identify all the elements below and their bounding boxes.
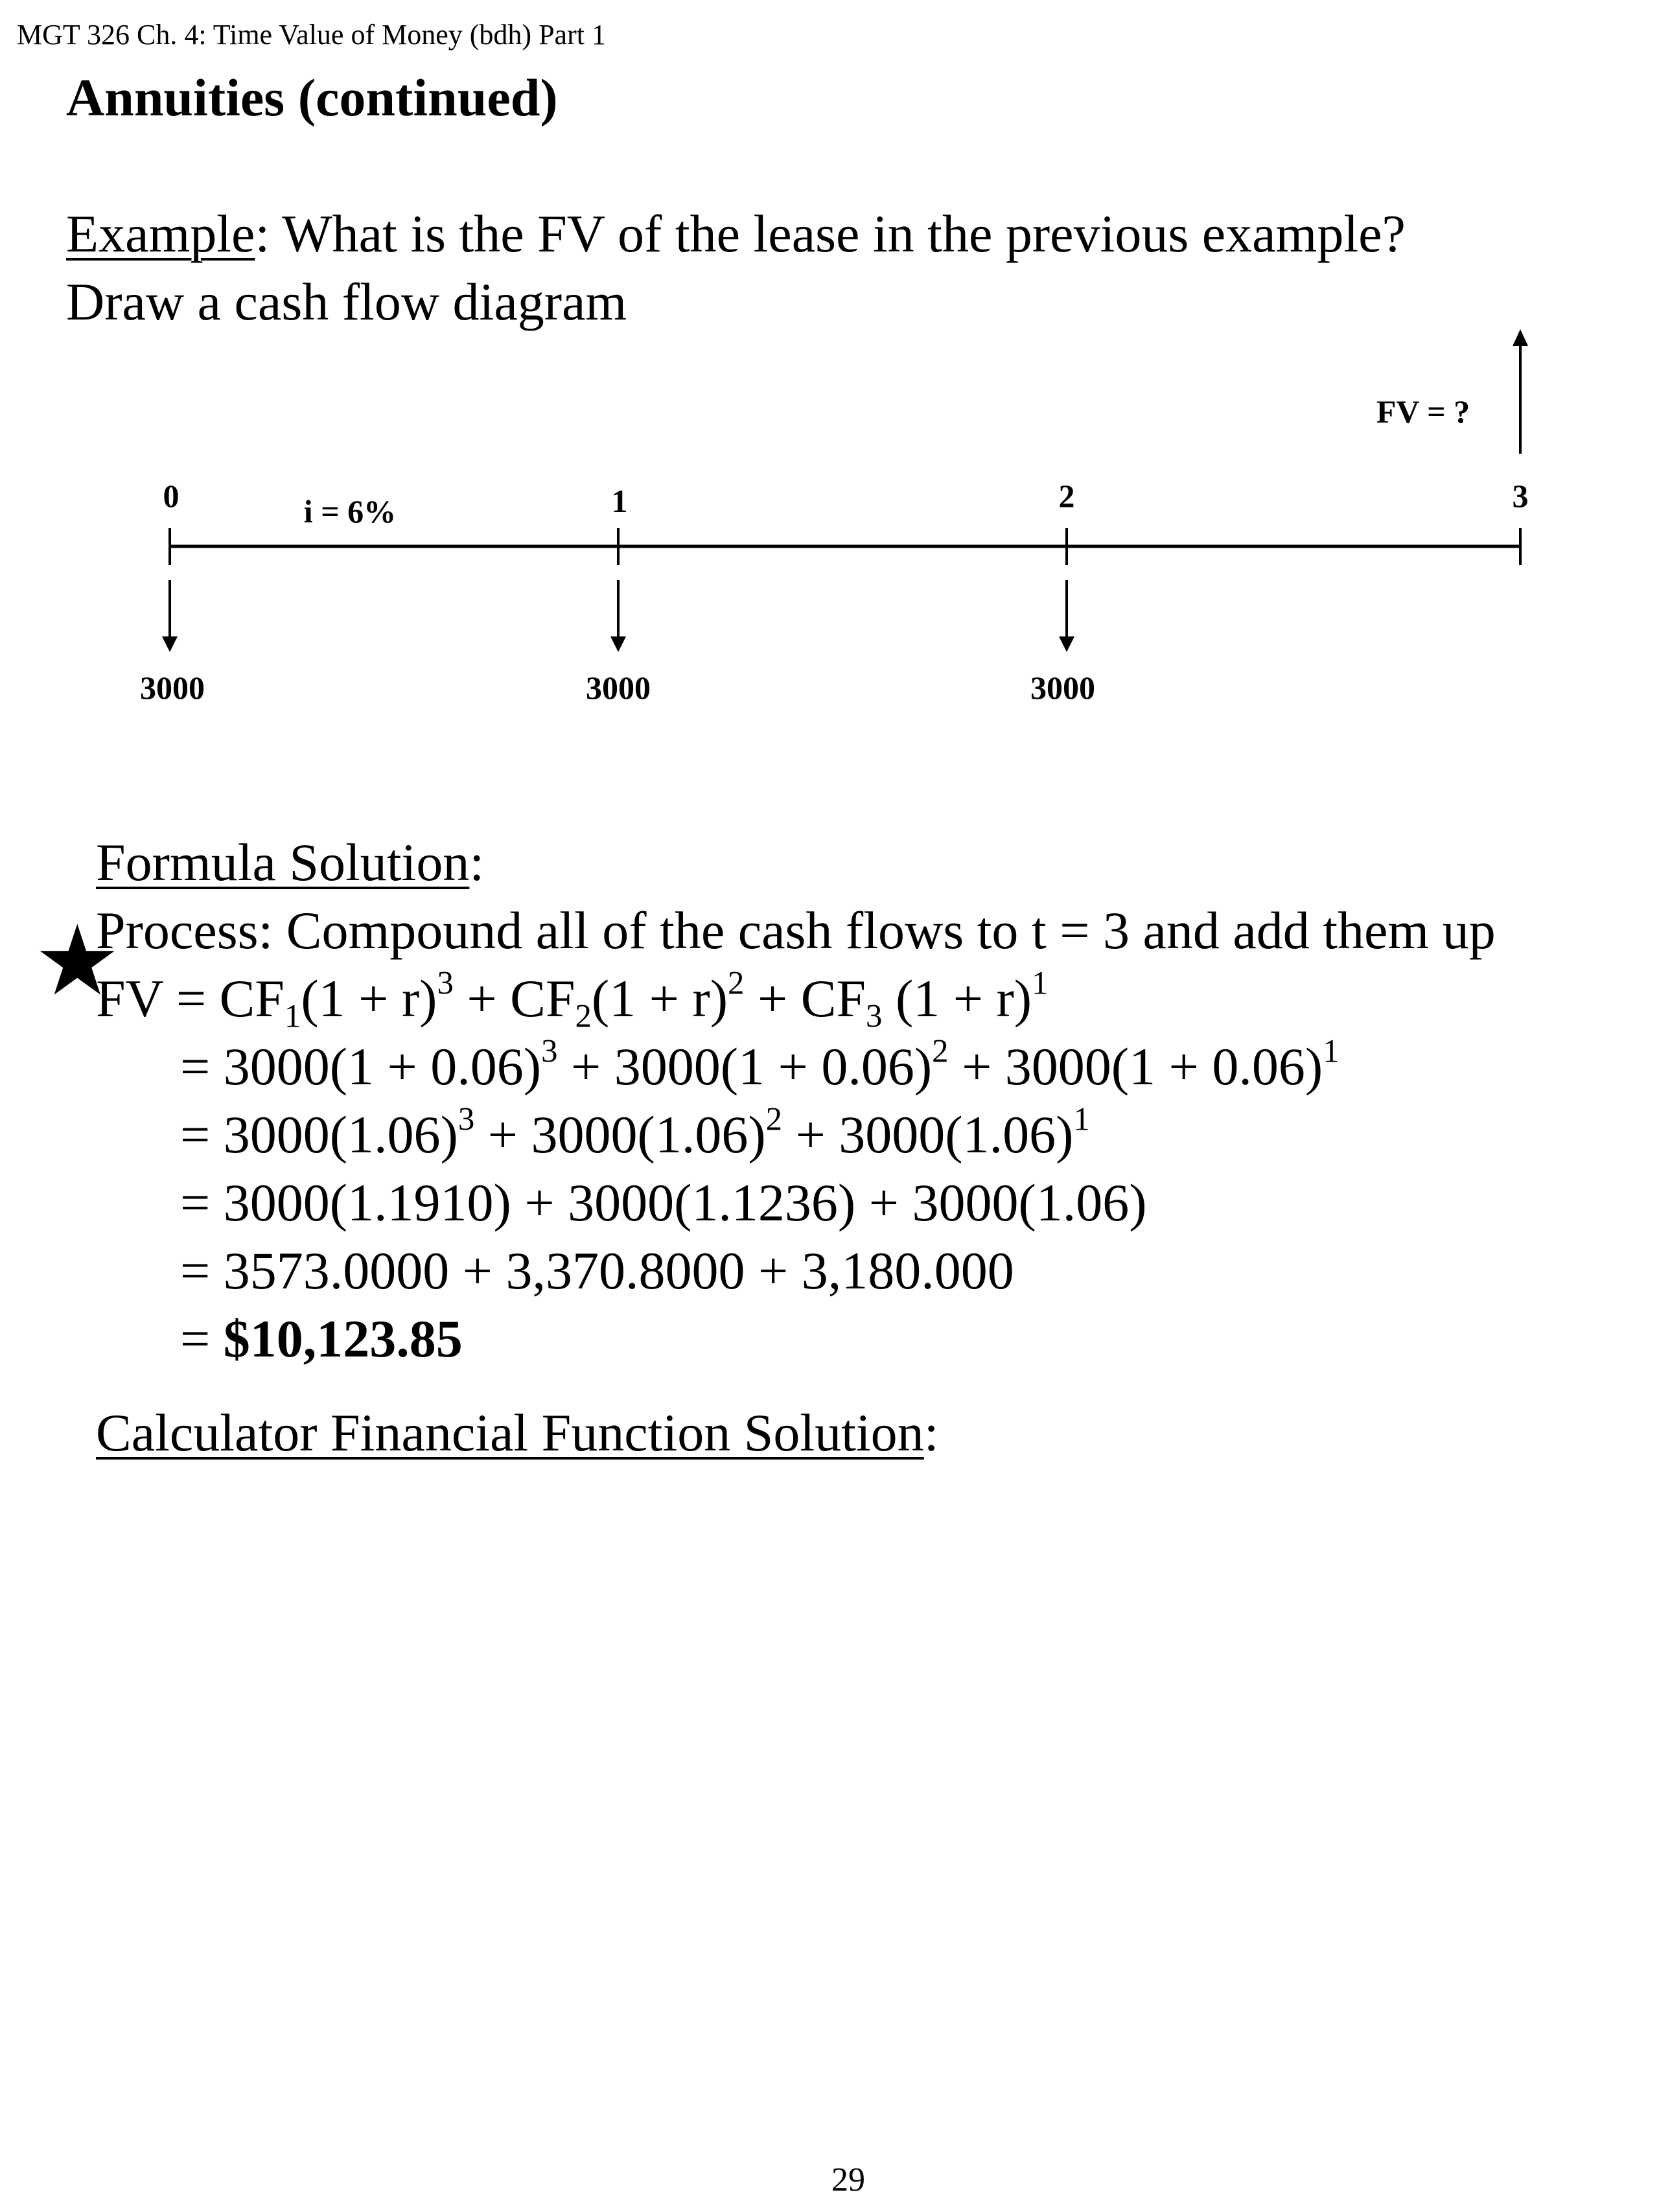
calc-exp: 3: [458, 1100, 475, 1137]
calculator-solution-label: Calculator Financial Function Solution: [96, 1403, 924, 1462]
calc-result: [180, 1309, 463, 1368]
calculator-solution-heading: [96, 1403, 939, 1462]
calc-part: + 3000(1.06): [474, 1105, 766, 1164]
formula-solution-colon: :: [469, 833, 485, 892]
cash-flow-2: 3000: [1030, 669, 1095, 706]
fv-sub: 1: [284, 997, 301, 1034]
fv-sub: 2: [575, 997, 592, 1034]
fv-exp: 1: [1032, 964, 1049, 1001]
fv-part: (1 + r): [301, 969, 437, 1028]
outflow-arrowhead-1: [610, 636, 626, 652]
example-label: Example: [66, 204, 255, 263]
example-question-text: : What is the FV of the lease in the previous example?: [255, 204, 1406, 263]
period-label-0: 0: [163, 478, 180, 514]
cash-flow-1: 3000: [586, 669, 651, 706]
calc-step-1: [180, 1032, 1340, 1096]
calc-part: + 3000(1 + 0.06): [557, 1037, 933, 1096]
calc-step-4: = 3573.0000 + 3,370.8000 + 3,180.000: [180, 1241, 1014, 1300]
calc-step-2: [180, 1100, 1090, 1164]
period-label-2: 2: [1058, 478, 1075, 514]
fv-exp: 2: [728, 964, 745, 1001]
fv-label: FV = ?: [1376, 393, 1470, 430]
calc-part: = 3000(1.06): [180, 1105, 458, 1164]
section-title: Annuities (continued): [66, 68, 558, 127]
formula-solution-label: Formula Solution: [96, 833, 470, 892]
calc-exp: 1: [1073, 1100, 1090, 1137]
fv-part: + CF: [453, 969, 575, 1028]
fv-formula: [96, 964, 1049, 1034]
calculator-solution-colon: :: [923, 1403, 939, 1462]
calc-exp: 3: [541, 1032, 558, 1069]
fv-part: (1 + r): [882, 969, 1032, 1028]
outflow-arrowhead-2: [1059, 636, 1074, 652]
calc-part: + 3000(1 + 0.06): [948, 1037, 1323, 1096]
cash-flow-0: 3000: [140, 669, 205, 706]
fv-arrowhead: [1513, 329, 1528, 346]
running-header: MGT 326 Ch. 4: Time Value of Money (bdh) Part 1: [17, 19, 606, 51]
calc-exp: 2: [765, 1100, 783, 1137]
fv-exp: 3: [437, 964, 454, 1001]
calc-step-3: = 3000(1.1910) + 3000(1.1236) + 3000(1.06): [180, 1173, 1147, 1232]
calc-exp: 2: [932, 1032, 949, 1069]
calc-exp: 1: [1323, 1032, 1340, 1069]
outflow-arrowhead-0: [162, 636, 178, 652]
page-number: 29: [831, 2161, 865, 2198]
fv-part: (1 + r): [591, 969, 728, 1028]
period-label-3: 3: [1512, 478, 1529, 514]
result-value: $10,123.85: [223, 1309, 463, 1368]
example-instruction: Draw a cash flow diagram: [66, 272, 627, 331]
fv-part: FV = CF: [96, 969, 284, 1028]
formula-solution-heading: [96, 833, 485, 892]
result-prefix: =: [180, 1309, 224, 1368]
process-text: Process: Compound all of the cash flows to t = 3 and add them up: [96, 901, 1496, 960]
fv-part: + CF: [744, 969, 866, 1028]
period-label-1: 1: [611, 483, 628, 519]
fv-sub: 3: [866, 997, 883, 1034]
cash-flow-diagram: [0, 0, 1659, 745]
calc-part: + 3000(1.06): [782, 1105, 1074, 1164]
rate-label: i = 6%: [303, 493, 397, 530]
calc-part: = 3000(1 + 0.06): [180, 1037, 542, 1096]
star-icon: ★: [34, 905, 121, 1018]
